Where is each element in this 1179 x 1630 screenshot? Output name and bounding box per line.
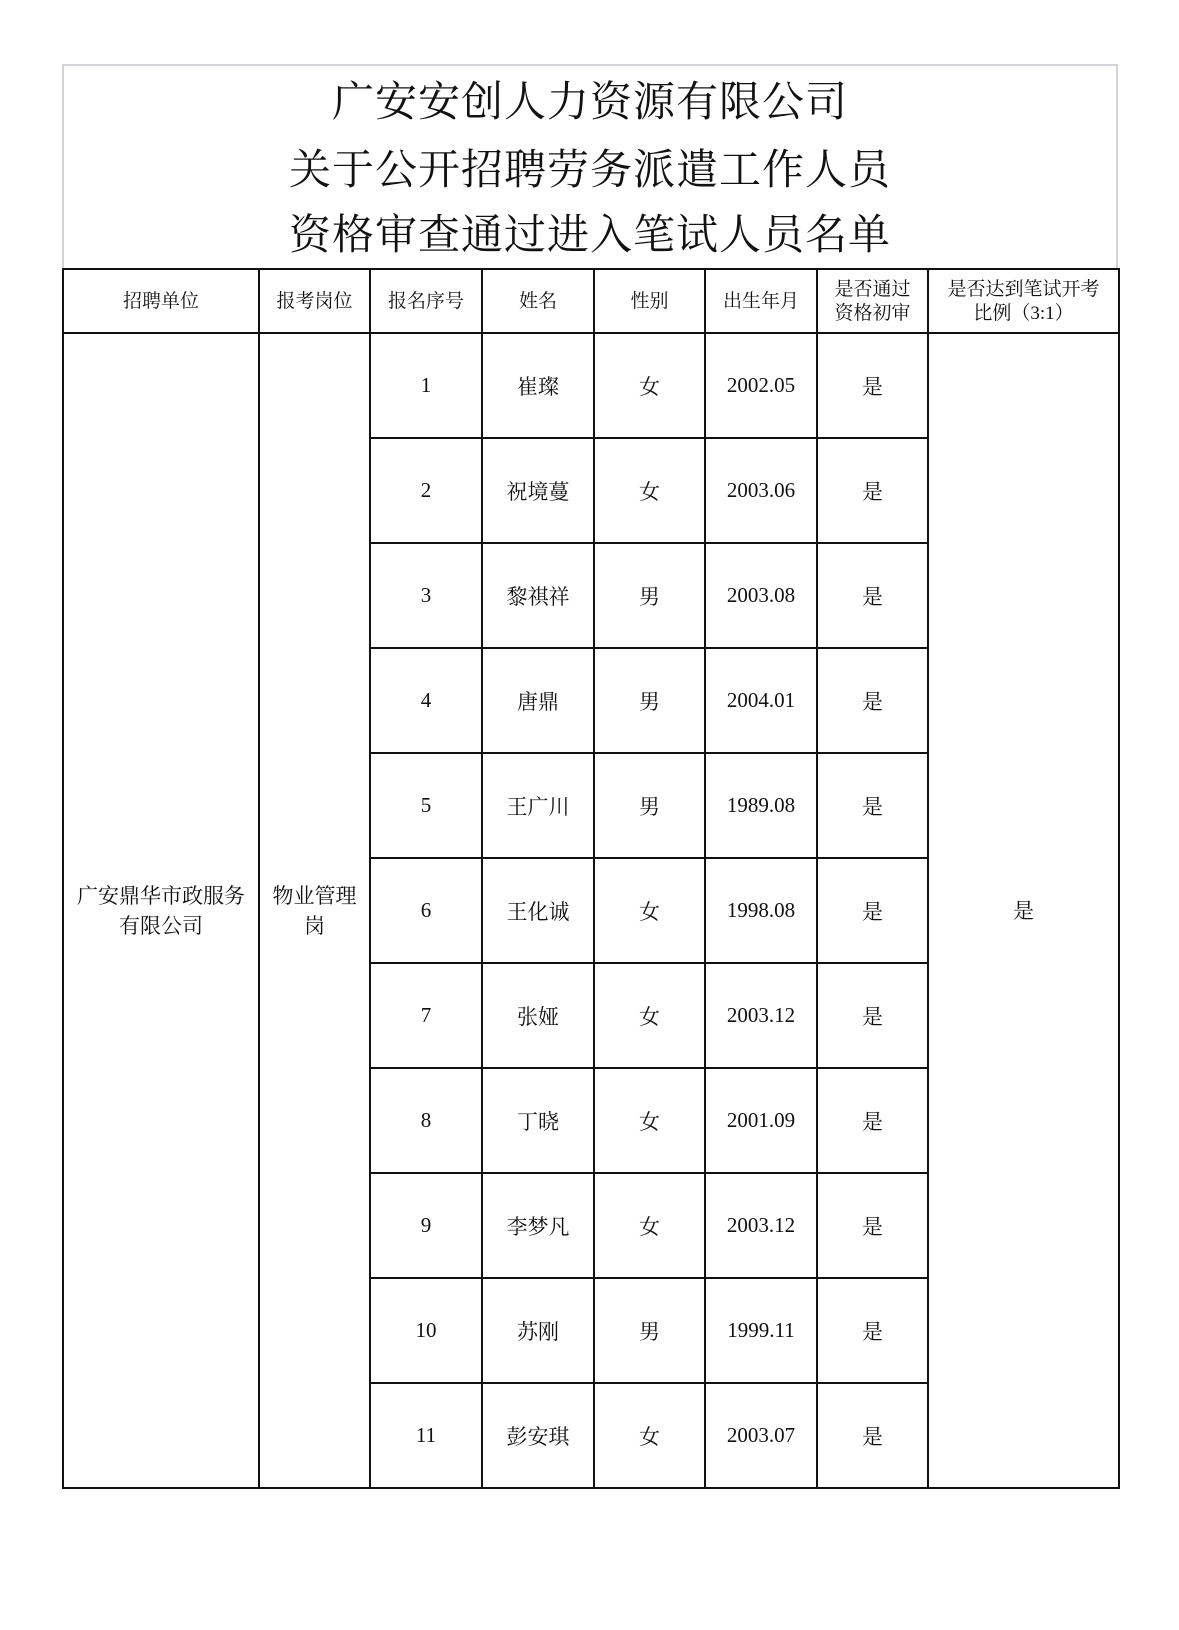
cell-gender: 男 — [594, 753, 705, 858]
table-header-row — [63, 269, 1119, 333]
candidate-table — [62, 268, 1120, 1489]
cell-unit-line2: 有限公司 — [119, 913, 203, 938]
cell-name: 丁晓 — [482, 1068, 594, 1173]
cell-seq: 1 — [370, 333, 482, 438]
header-passed-line2: 资格初审 — [834, 302, 911, 324]
cell-passed-review: 是 — [817, 543, 928, 648]
cell-passed-review: 是 — [817, 1278, 928, 1383]
header-passed-line1: 是否通过 — [834, 278, 911, 300]
header-ratio-value: （3:1） — [1011, 302, 1074, 324]
header-ratio-line1: 是否达到笔试开考 — [947, 277, 1100, 300]
header-seq: 报名序号 — [370, 269, 482, 333]
cell-ratio-reached: 是 — [928, 333, 1119, 1488]
cell-seq: 8 — [370, 1068, 482, 1173]
cell-birth: 2001.09 — [705, 1068, 817, 1173]
cell-birth: 2003.08 — [705, 543, 817, 648]
cell-name: 唐鼎 — [482, 648, 594, 753]
header-gender: 性别 — [594, 269, 705, 333]
cell-passed-review: 是 — [817, 438, 928, 543]
cell-name: 黎祺祥 — [482, 543, 594, 648]
title-company: 广安安创人力资源有限公司 — [331, 77, 848, 126]
cell-passed-review: 是 — [817, 333, 928, 438]
header-birth: 出生年月 — [705, 269, 817, 333]
cell-name: 张娅 — [482, 963, 594, 1068]
cell-birth: 2003.07 — [705, 1383, 817, 1488]
header-unit: 招聘单位 — [63, 269, 259, 333]
cell-passed-review: 是 — [817, 963, 928, 1068]
cell-position-line1: 物业管理 — [272, 883, 357, 908]
cell-passed-review: 是 — [817, 753, 928, 858]
cell-seq: 2 — [370, 438, 482, 543]
cell-gender: 女 — [594, 1068, 705, 1173]
cell-birth: 2003.12 — [705, 963, 817, 1068]
cell-birth: 1989.08 — [705, 753, 817, 858]
cell-passed-review: 是 — [817, 1383, 928, 1488]
cell-gender: 女 — [594, 333, 705, 438]
title-list-name: 资格审查通过进入笔试人员名单 — [288, 210, 891, 259]
title-subject: 关于公开招聘劳务派遣工作人员 — [288, 145, 891, 194]
cell-name: 苏刚 — [482, 1278, 594, 1383]
cell-birth: 2002.05 — [705, 333, 817, 438]
cell-seq: 6 — [370, 858, 482, 963]
cell-name: 王广川 — [482, 753, 594, 858]
cell-gender: 女 — [594, 1173, 705, 1278]
cell-unit-line1: 广安鼎华市政服务 — [77, 883, 245, 908]
cell-gender: 女 — [594, 858, 705, 963]
cell-gender: 男 — [594, 543, 705, 648]
cell-birth: 1998.08 — [705, 858, 817, 963]
cell-unit — [63, 333, 259, 1488]
cell-name: 崔璨 — [482, 333, 594, 438]
cell-birth: 2004.01 — [705, 648, 817, 753]
cell-passed-review: 是 — [817, 1068, 928, 1173]
cell-position — [259, 333, 370, 1488]
cell-passed-review: 是 — [817, 1173, 928, 1278]
cell-seq: 10 — [370, 1278, 482, 1383]
cell-gender: 女 — [594, 438, 705, 543]
cell-seq: 9 — [370, 1173, 482, 1278]
header-ratio-line2 — [929, 301, 1118, 326]
cell-name: 王化诚 — [482, 858, 594, 963]
header-name: 姓名 — [482, 269, 594, 333]
cell-position-line2: 岗 — [304, 913, 325, 938]
cell-seq: 7 — [370, 963, 482, 1068]
cell-seq: 3 — [370, 543, 482, 648]
header-ratio-reached — [928, 269, 1119, 333]
cell-birth: 2003.06 — [705, 438, 817, 543]
cell-gender: 男 — [594, 1278, 705, 1383]
cell-birth: 2003.12 — [705, 1173, 817, 1278]
cell-passed-review: 是 — [817, 858, 928, 963]
cell-name: 李梦凡 — [482, 1173, 594, 1278]
cell-birth: 1999.11 — [705, 1278, 817, 1383]
cell-name: 祝境蔓 — [482, 438, 594, 543]
cell-passed-review: 是 — [817, 648, 928, 753]
header-ratio-prefix: 比例 — [973, 301, 1012, 324]
table-row — [63, 333, 1119, 438]
cell-gender: 男 — [594, 648, 705, 753]
header-passed-review — [817, 269, 928, 333]
cell-gender: 女 — [594, 963, 705, 1068]
cell-seq: 11 — [370, 1383, 482, 1488]
cell-gender: 女 — [594, 1383, 705, 1488]
header-position: 报考岗位 — [259, 269, 370, 333]
document-title-block — [62, 64, 1118, 268]
cell-seq: 4 — [370, 648, 482, 753]
cell-seq: 5 — [370, 753, 482, 858]
table-body — [63, 333, 1119, 1488]
cell-name: 彭安琪 — [482, 1383, 594, 1488]
